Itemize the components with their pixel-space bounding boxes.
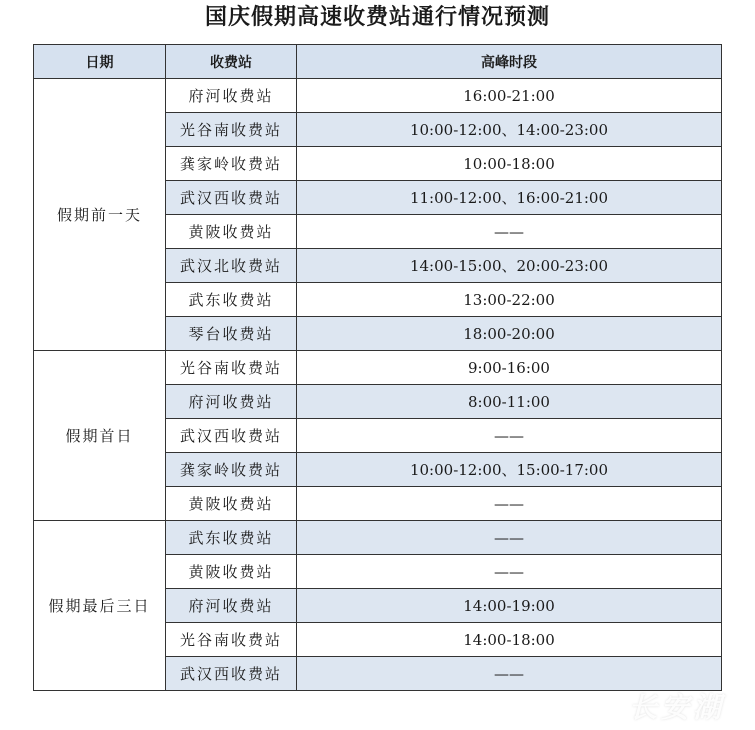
station-cell: 府河收费站	[166, 589, 297, 623]
station-cell: 光谷南收费站	[166, 623, 297, 657]
date-cell: 假期前一天	[34, 79, 166, 351]
watermark: 长安湖	[628, 691, 725, 724]
station-cell: 府河收费站	[166, 385, 297, 419]
table-row	[34, 521, 722, 555]
peak-cell: ——	[297, 521, 722, 555]
peak-cell: 14:00-15:00、20:00-23:00	[297, 249, 722, 283]
header-station: 收费站	[166, 45, 297, 79]
peak-cell: 10:00-18:00	[297, 147, 722, 181]
station-cell: 府河收费站	[166, 79, 297, 113]
peak-cell: 11:00-12:00、16:00-21:00	[297, 181, 722, 215]
header-peak: 高峰时段	[297, 45, 722, 79]
station-cell: 光谷南收费站	[166, 351, 297, 385]
peak-cell: 16:00-21:00	[297, 79, 722, 113]
peak-cell: 8:00-11:00	[297, 385, 722, 419]
date-cell: 假期首日	[34, 351, 166, 521]
station-cell: 黄陂收费站	[166, 555, 297, 589]
station-cell: 龚家岭收费站	[166, 453, 297, 487]
peak-cell: 10:00-12:00、15:00-17:00	[297, 453, 722, 487]
peak-cell: 9:00-16:00	[297, 351, 722, 385]
peak-cell: ——	[297, 487, 722, 521]
peak-cell: 13:00-22:00	[297, 283, 722, 317]
table-row	[34, 351, 722, 385]
peak-cell: 10:00-12:00、14:00-23:00	[297, 113, 722, 147]
date-cell: 假期最后三日	[34, 521, 166, 691]
station-cell: 武东收费站	[166, 283, 297, 317]
peak-hours-table	[33, 44, 722, 691]
page-title: 国庆假期高速收费站通行情况预测	[204, 5, 550, 30]
station-cell: 武东收费站	[166, 521, 297, 555]
peak-cell: ——	[297, 555, 722, 589]
station-cell: 龚家岭收费站	[166, 147, 297, 181]
station-cell: 武汉西收费站	[166, 419, 297, 453]
station-cell: 光谷南收费站	[166, 113, 297, 147]
station-cell: 武汉西收费站	[166, 181, 297, 215]
table-header-row	[34, 45, 722, 79]
peak-cell: ——	[297, 215, 722, 249]
peak-cell: ——	[297, 657, 722, 691]
peak-cell: 14:00-18:00	[297, 623, 722, 657]
peak-cell: ——	[297, 419, 722, 453]
table-row	[34, 79, 722, 113]
header-date: 日期	[34, 45, 166, 79]
station-cell: 黄陂收费站	[166, 215, 297, 249]
peak-cell: 14:00-19:00	[297, 589, 722, 623]
peak-cell: 18:00-20:00	[297, 317, 722, 351]
station-cell: 武汉北收费站	[166, 249, 297, 283]
station-cell: 琴台收费站	[166, 317, 297, 351]
station-cell: 武汉西收费站	[166, 657, 297, 691]
station-cell: 黄陂收费站	[166, 487, 297, 521]
